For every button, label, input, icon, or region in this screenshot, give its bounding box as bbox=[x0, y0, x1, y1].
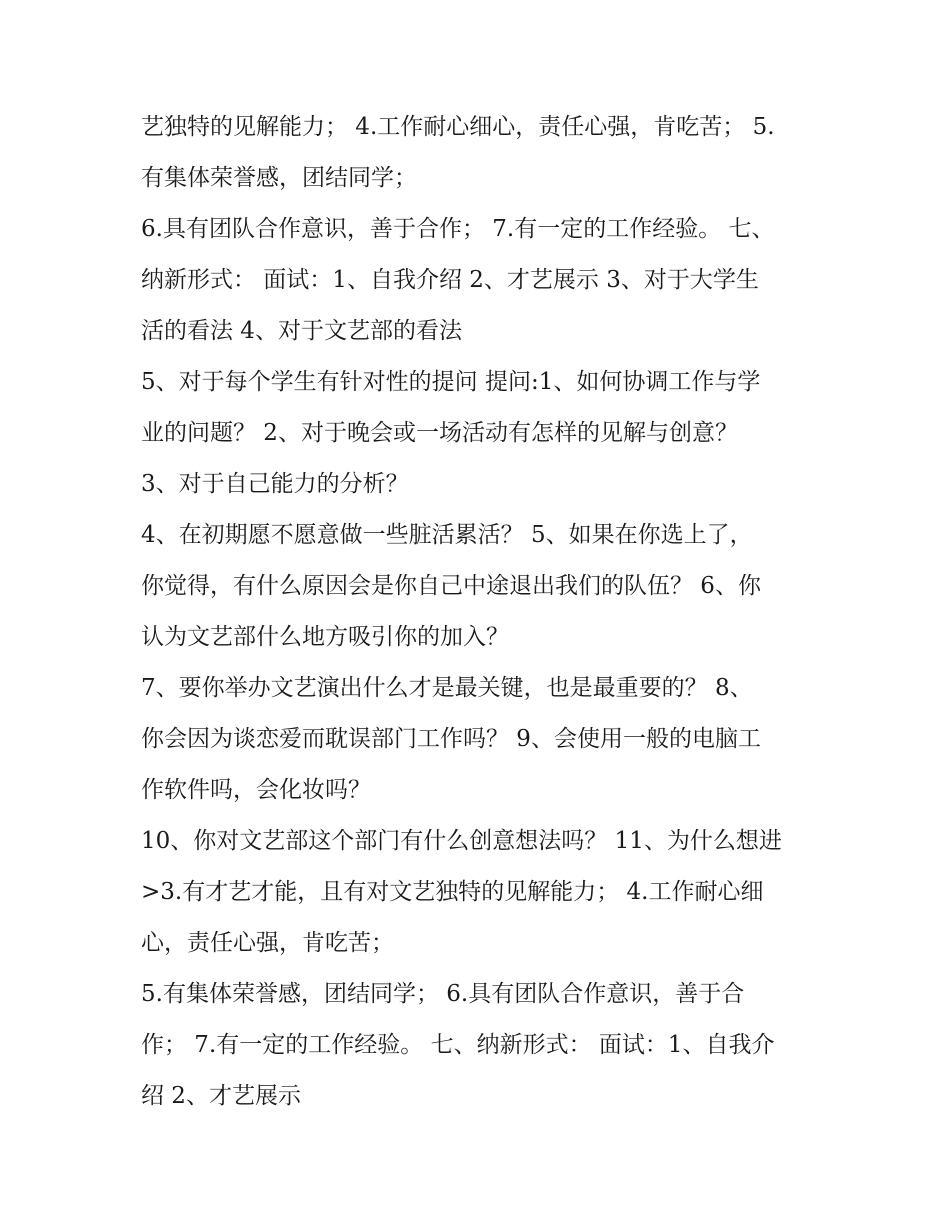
text-line: 绍 2、才艺展示 bbox=[141, 1083, 301, 1109]
text-line: >3.有才艺才能，且有对文艺独特的见解能力； 4.工作耐心细 bbox=[141, 879, 764, 905]
text-line: 作软件吗，会化妆吗？ bbox=[141, 777, 371, 803]
text-line: 5.有集体荣誉感，团结同学； 6.具有团队合作意识，善于合 bbox=[141, 981, 745, 1007]
text-line: 业的问题？ 2、对于晚会或一场活动有怎样的见解与创意？ bbox=[141, 420, 738, 446]
text-line: 你觉得，有什么原因会是你自己中途退出我们的队伍？ 6、你 bbox=[141, 573, 761, 599]
text-line: 4、在初期愿不愿意做一些脏活累活？ 5、如果在你选上了， bbox=[141, 522, 753, 548]
text-line: 你会因为谈恋爱而耽误部门工作吗？ 9、会使用一般的电脑工 bbox=[141, 726, 761, 752]
text-line: 心，责任心强，肯吃苦； bbox=[141, 930, 394, 956]
text-line: 活的看法 4、对于文艺部的看法 bbox=[141, 318, 462, 344]
text-line: 7、要你举办文艺演出什么才是最关键，也是最重要的？ 8、 bbox=[141, 675, 753, 701]
text-line: 认为文艺部什么地方吸引你的加入？ bbox=[141, 624, 509, 650]
text-line: 有集体荣誉感，团结同学； bbox=[141, 165, 417, 191]
text-line: 5、对于每个学生有针对性的提问 提问:1、如何协调工作与学 bbox=[141, 369, 761, 395]
text-line: 10、你对文艺部这个部门有什么创意想法吗？ 11、为什么想进 bbox=[141, 828, 782, 854]
text-line: 艺独特的见解能力； 4.工作耐心细心，责任心强，肯吃苦； 5. bbox=[141, 114, 775, 140]
text-line: 3、对于自己能力的分析？ bbox=[141, 471, 409, 497]
text-line: 6.具有团队合作意识，善于合作； 7.有一定的工作经验。 七、 bbox=[141, 216, 775, 242]
text-line: 作； 7.有一定的工作经验。 七、纳新形式： 面试：1、自我介 bbox=[141, 1032, 775, 1058]
text-line: 纳新形式： 面试：1、自我介绍 2、才艺展示 3、对于大学生 bbox=[141, 267, 759, 293]
